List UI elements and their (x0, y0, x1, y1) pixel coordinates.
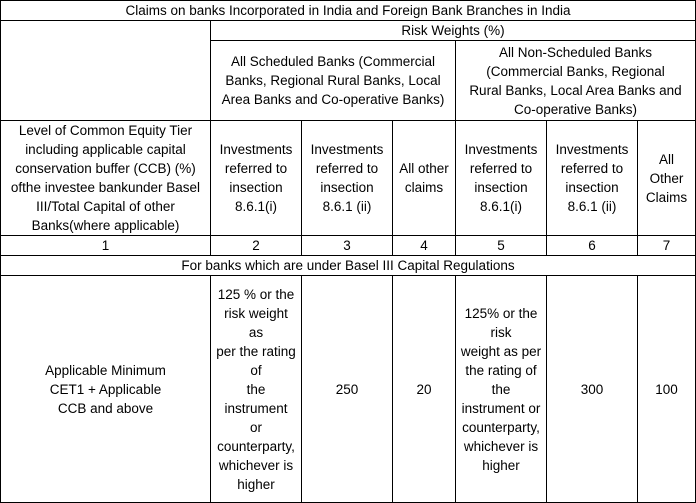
scheduled-investments-ii-cell: 250 (302, 276, 393, 503)
level-cell: Applicable Minimum CET1 + Applicable CCB and above (1, 276, 211, 503)
column-number: 5 (456, 236, 547, 256)
scheduled-other-claims-cell: 20 (393, 276, 456, 503)
column-number: 4 (393, 236, 456, 256)
scheduled-other-claims-header: All other claims (393, 121, 456, 236)
top-left-blank-cell (1, 21, 211, 121)
basel-iii-section-header: For banks which are under Basel III Capital Regulations (1, 256, 696, 276)
non-scheduled-banks-group-header: All Non-Scheduled Banks (Commercial Banks, Regional Rural Banks, Local Area Banks and Co-operative Banks) (456, 41, 696, 121)
non-scheduled-investments-ii-cell: 300 (547, 276, 638, 503)
column-number: 2 (211, 236, 302, 256)
scheduled-banks-group-header: All Scheduled Banks (Commercial Banks, Regional Rural Banks, Local Area Banks and Co-operative Banks) (211, 41, 456, 121)
column-number: 7 (638, 236, 696, 256)
column-number: 3 (302, 236, 393, 256)
scheduled-investments-i-cell: 125 % or the risk weight as per the rating of the instrument or counterparty, whichever is higher (211, 276, 302, 503)
scheduled-investments-ii-header: Investments referred to insection 8.6.1 (ii) (302, 121, 393, 236)
non-scheduled-investments-i-cell: 125% or the risk weight as per the rating of the instrument or counterparty, whichever is higher (456, 276, 547, 503)
table-title: Claims on banks Incorporated in India and Foreign Bank Branches in India (1, 1, 696, 21)
non-scheduled-other-claims-header: All Other Claims (638, 121, 696, 236)
non-scheduled-investments-ii-header: Investments referred to insection 8.6.1 (ii) (547, 121, 638, 236)
risk-weights-header: Risk Weights (%) (211, 21, 696, 41)
non-scheduled-other-claims-cell: 100 (638, 276, 696, 503)
level-column-header: Level of Common Equity Tier including applicable capital conservation buffer (CCB) (%) ofthe investee bankunder Basel III/Total Capital of other Banks(where applicable) (1, 121, 211, 236)
table-row (1, 276, 696, 503)
non-scheduled-investments-i-header: Investments referred to insection 8.6.1(i) (456, 121, 547, 236)
scheduled-investments-i-header: Investments referred to insection 8.6.1(i) (211, 121, 302, 236)
column-number: 6 (547, 236, 638, 256)
column-number: 1 (1, 236, 211, 256)
